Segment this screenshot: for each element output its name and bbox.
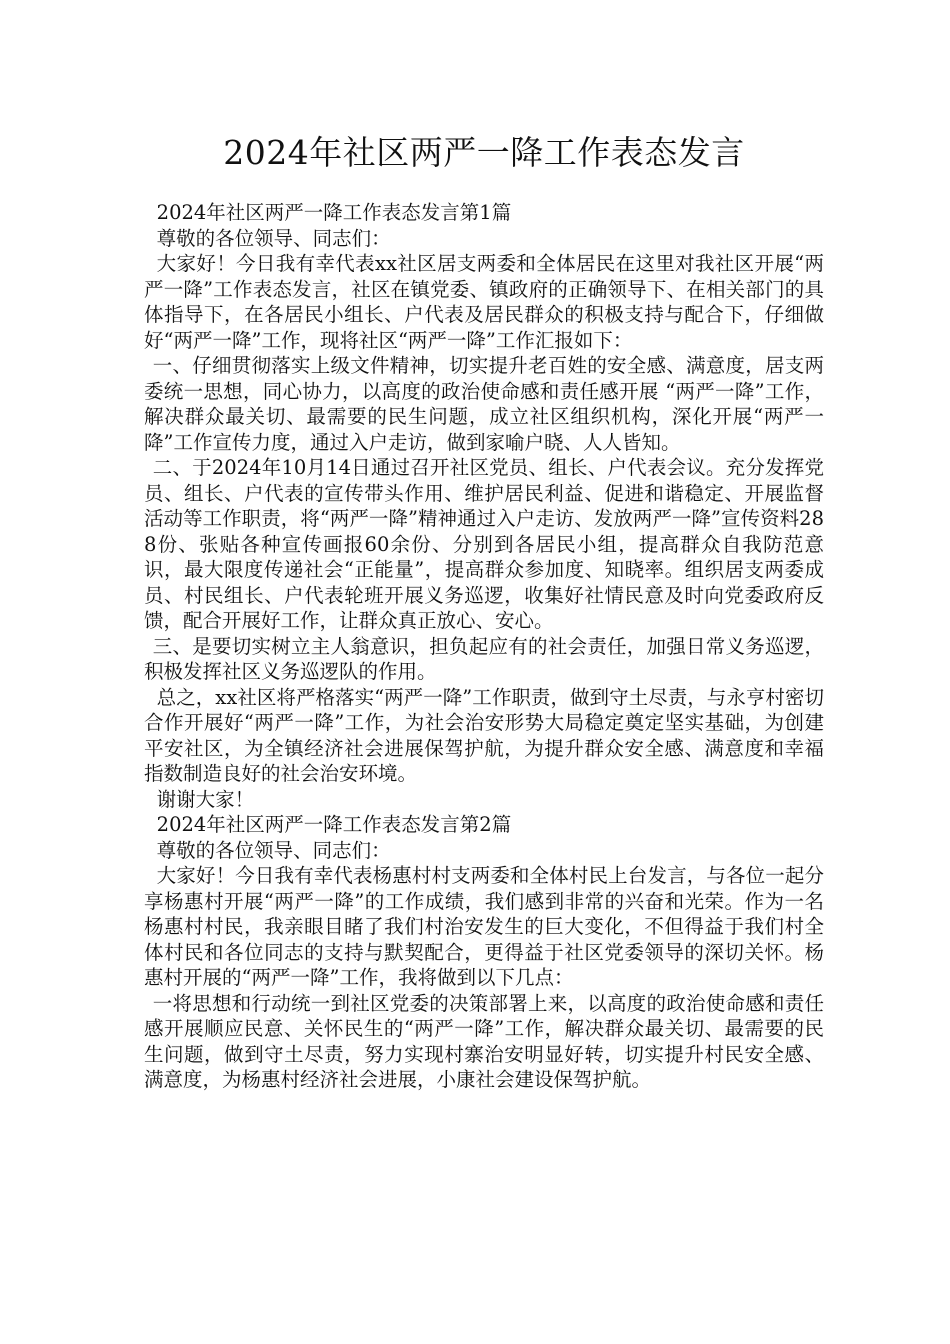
paragraph: 总之，xx社区将严格落实“两严一降”工作职责，做到守土尽责，与永亨村密切合作开展好“两严一降”工作，为社会治安形势大局稳定奠定坚实基础，为创建平安社区，为全镇经济社会进展保驾护航，为提升群众安全感、满意度和幸福指数制造良好的社会治安环境。 xyxy=(144,685,824,785)
paragraph: 二、于2024年10月14日通过召开社区党员、组长、户代表会议。充分发挥党员、组长、户代表的宣传带头作用、维护居民利益、促进和谐稳定、开展监督活动等工作职责，将“两严一降”精神通过入户走访、发放两严一降”宣传资料288份、张贴各种宣传画报60余份、分别到各居民小组，提高群众自我防范意识，最大限度传递社会“正能量”，提高群众参加度、知晓率。组织居支两委成员、村民组长、户代表轮班开展义务巡逻，收集好社情民意及时向党委政府反馈，配合开展好工作，让群众真正放心、安心。 xyxy=(144,456,824,632)
document-title: 2024年社区两严一降工作表态发言 xyxy=(223,133,745,172)
paragraph: 大家好！今日我有幸代表杨惠村村支两委和全体村民上台发言，与各位一起分享杨惠村开展“两严一降”的工作成绩，我们感到非常的兴奋和光荣。作为一名杨惠村村民，我亲眼目睹了我们村治安发生的巨大变化，不但得益于我们村全体村民和各位同志的支持与默契配合，更得益于社区党委领导的深切关怀。杨惠村开展的“两严一降”工作，我将做到以下几点： xyxy=(144,864,824,989)
document-body xyxy=(144,200,824,1093)
paragraph: 尊敬的各位领导、同志们： xyxy=(156,226,391,250)
document-page xyxy=(144,128,824,1093)
paragraph: 谢谢大家！ xyxy=(156,787,255,811)
paragraph: 一、仔细贯彻落实上级文件精神，切实提升老百姓的安全感、满意度，居支两委统一思想，同心协力，以高度的政治使命感和责任感开展 “两严一降”工作，解决群众最关切、最需要的民生问题，成立社区组织机构，深化开展“两严一降”工作宣传力度，通过入户走访，做到家喻户晓、人人皆知。 xyxy=(144,354,824,454)
paragraph: 2024年社区两严一降工作表态发言第2篇 xyxy=(156,813,512,836)
paragraph: 三、是要切实树立主人翁意识，担负起应有的社会责任，加强日常义务巡逻，积极发挥社区义务巡逻队的作用。 xyxy=(144,634,824,683)
paragraph: 大家好！今日我有幸代表xx社区居支两委和全体居民在这里对我社区开展“两严一降”工作表态发言，社区在镇党委、镇政府的正确领导下、在相关部门的具体指导下，在各居民小组长、户代表及居民群众的积极支持与配合下，仔细做好“两严一降”工作，现将社区“两严一降”工作汇报如下： xyxy=(144,252,824,352)
paragraph: 一将思想和行动统一到社区党委的决策部署上来，以高度的政治使命感和责任感开展顺应民意、关怀民生的“两严一降”工作，解决群众最关切、最需要的民生问题，做到守土尽责，努力实现村寨治安明显好转，切实提升村民安全感、满意度，为杨惠村经济社会进展，小康社会建设保驾护航。 xyxy=(144,991,824,1091)
paragraph: 尊敬的各位领导、同志们： xyxy=(156,838,391,862)
paragraph: 2024年社区两严一降工作表态发言第1篇 xyxy=(156,201,512,224)
